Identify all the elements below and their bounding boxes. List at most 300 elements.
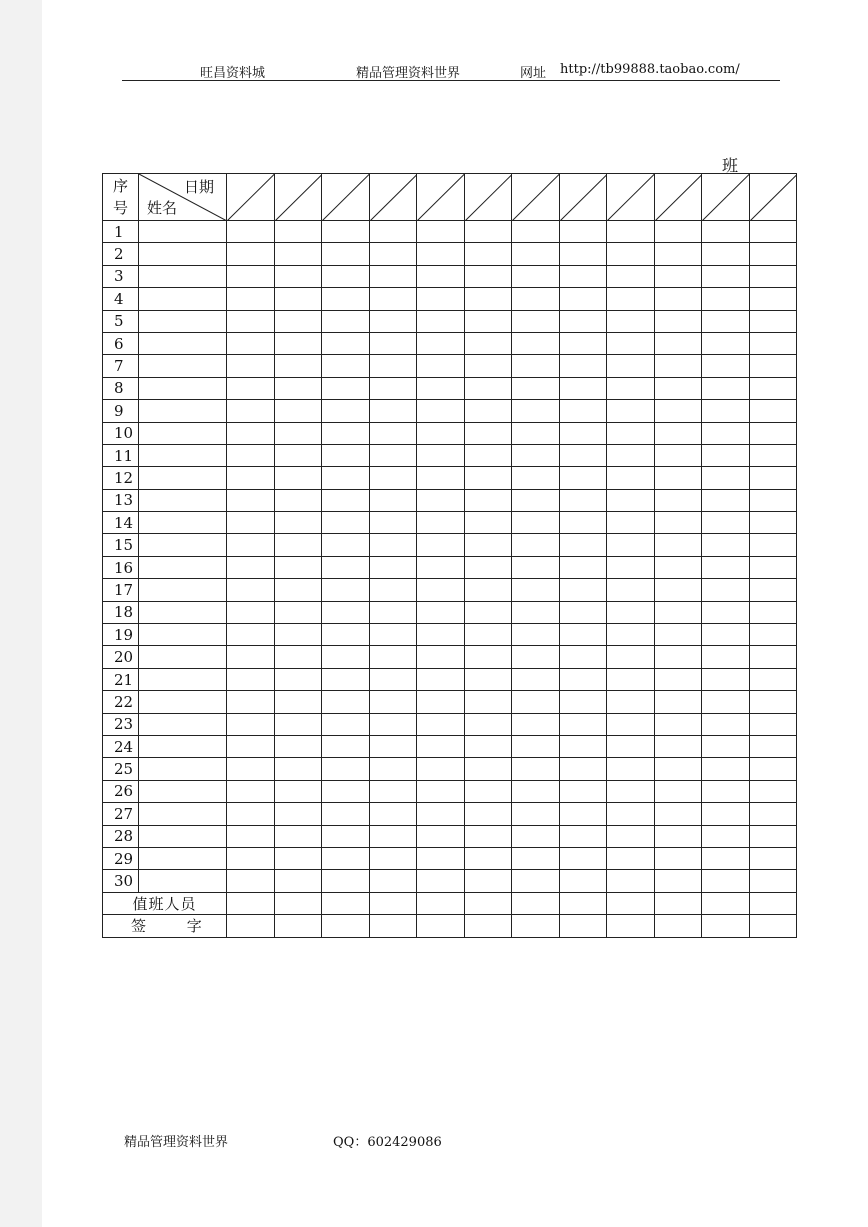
duty-cell[interactable] — [227, 221, 275, 243]
duty-cell[interactable] — [702, 691, 750, 713]
duty-cell[interactable] — [464, 870, 512, 892]
duty-cell[interactable] — [607, 758, 655, 780]
duty-cell[interactable] — [369, 400, 417, 422]
duty-cell[interactable] — [417, 444, 465, 466]
duty-cell[interactable] — [512, 713, 560, 735]
duty-cell[interactable] — [227, 624, 275, 646]
duty-cell[interactable] — [607, 668, 655, 690]
duty-cell[interactable] — [749, 556, 797, 578]
duty-personnel-cell[interactable] — [464, 892, 512, 914]
duty-cell[interactable] — [607, 803, 655, 825]
duty-cell[interactable] — [512, 288, 560, 310]
duty-cell[interactable] — [369, 847, 417, 869]
duty-cell[interactable] — [464, 825, 512, 847]
duty-cell[interactable] — [702, 512, 750, 534]
duty-cell[interactable] — [702, 467, 750, 489]
duty-cell[interactable] — [322, 467, 370, 489]
duty-cell[interactable] — [322, 332, 370, 354]
duty-cell[interactable] — [417, 377, 465, 399]
duty-cell[interactable] — [559, 713, 607, 735]
header-url[interactable]: http://tb99888.taobao.com/ — [560, 62, 740, 77]
duty-cell[interactable] — [322, 668, 370, 690]
duty-cell[interactable] — [322, 512, 370, 534]
duty-cell[interactable] — [654, 444, 702, 466]
duty-cell[interactable] — [749, 400, 797, 422]
duty-cell[interactable] — [369, 243, 417, 265]
duty-cell[interactable] — [654, 288, 702, 310]
duty-cell[interactable] — [607, 624, 655, 646]
duty-cell[interactable] — [654, 556, 702, 578]
duty-cell[interactable] — [464, 265, 512, 287]
duty-cell[interactable] — [274, 221, 322, 243]
name-cell[interactable] — [139, 735, 227, 757]
duty-cell[interactable] — [274, 668, 322, 690]
duty-cell[interactable] — [274, 803, 322, 825]
duty-cell[interactable] — [702, 444, 750, 466]
duty-cell[interactable] — [702, 400, 750, 422]
duty-cell[interactable] — [749, 780, 797, 802]
duty-cell[interactable] — [512, 265, 560, 287]
duty-cell[interactable] — [654, 601, 702, 623]
name-cell[interactable] — [139, 847, 227, 869]
duty-cell[interactable] — [322, 691, 370, 713]
duty-personnel-cell[interactable] — [417, 892, 465, 914]
name-cell[interactable] — [139, 221, 227, 243]
duty-cell[interactable] — [274, 400, 322, 422]
duty-cell[interactable] — [749, 601, 797, 623]
duty-cell[interactable] — [322, 847, 370, 869]
duty-personnel-cell[interactable] — [702, 892, 750, 914]
duty-cell[interactable] — [322, 489, 370, 511]
duty-cell[interactable] — [274, 579, 322, 601]
duty-cell[interactable] — [274, 512, 322, 534]
duty-cell[interactable] — [654, 758, 702, 780]
duty-cell[interactable] — [559, 467, 607, 489]
name-cell[interactable] — [139, 668, 227, 690]
duty-cell[interactable] — [417, 758, 465, 780]
duty-cell[interactable] — [417, 624, 465, 646]
duty-cell[interactable] — [702, 422, 750, 444]
duty-cell[interactable] — [607, 288, 655, 310]
signature-cell[interactable] — [654, 915, 702, 937]
duty-cell[interactable] — [322, 377, 370, 399]
duty-cell[interactable] — [464, 221, 512, 243]
duty-cell[interactable] — [369, 758, 417, 780]
duty-cell[interactable] — [322, 400, 370, 422]
duty-cell[interactable] — [749, 422, 797, 444]
duty-cell[interactable] — [322, 601, 370, 623]
duty-cell[interactable] — [464, 377, 512, 399]
duty-cell[interactable] — [464, 355, 512, 377]
header-date-cell[interactable] — [322, 174, 370, 221]
duty-personnel-cell[interactable] — [227, 892, 275, 914]
duty-cell[interactable] — [322, 288, 370, 310]
duty-cell[interactable] — [227, 803, 275, 825]
duty-cell[interactable] — [227, 601, 275, 623]
duty-cell[interactable] — [274, 601, 322, 623]
duty-cell[interactable] — [559, 825, 607, 847]
duty-cell[interactable] — [512, 601, 560, 623]
duty-cell[interactable] — [512, 668, 560, 690]
duty-cell[interactable] — [559, 758, 607, 780]
signature-cell[interactable] — [274, 915, 322, 937]
duty-cell[interactable] — [417, 534, 465, 556]
duty-cell[interactable] — [369, 803, 417, 825]
name-cell[interactable] — [139, 489, 227, 511]
duty-cell[interactable] — [227, 355, 275, 377]
duty-cell[interactable] — [559, 735, 607, 757]
duty-cell[interactable] — [464, 624, 512, 646]
duty-cell[interactable] — [512, 444, 560, 466]
duty-cell[interactable] — [559, 243, 607, 265]
duty-cell[interactable] — [607, 422, 655, 444]
duty-personnel-cell[interactable] — [322, 892, 370, 914]
duty-cell[interactable] — [702, 243, 750, 265]
duty-cell[interactable] — [512, 803, 560, 825]
duty-cell[interactable] — [559, 579, 607, 601]
duty-cell[interactable] — [607, 825, 655, 847]
duty-cell[interactable] — [559, 288, 607, 310]
name-cell[interactable] — [139, 377, 227, 399]
duty-cell[interactable] — [274, 691, 322, 713]
signature-cell[interactable] — [322, 915, 370, 937]
duty-cell[interactable] — [607, 332, 655, 354]
duty-cell[interactable] — [369, 646, 417, 668]
duty-personnel-cell[interactable] — [654, 892, 702, 914]
duty-cell[interactable] — [559, 422, 607, 444]
duty-cell[interactable] — [227, 713, 275, 735]
duty-cell[interactable] — [464, 803, 512, 825]
duty-cell[interactable] — [417, 467, 465, 489]
duty-cell[interactable] — [702, 489, 750, 511]
duty-cell[interactable] — [322, 579, 370, 601]
name-cell[interactable] — [139, 691, 227, 713]
duty-cell[interactable] — [369, 265, 417, 287]
duty-cell[interactable] — [464, 489, 512, 511]
duty-cell[interactable] — [227, 780, 275, 802]
duty-cell[interactable] — [464, 646, 512, 668]
duty-cell[interactable] — [512, 847, 560, 869]
duty-cell[interactable] — [512, 758, 560, 780]
duty-cell[interactable] — [464, 579, 512, 601]
duty-cell[interactable] — [227, 243, 275, 265]
duty-cell[interactable] — [702, 355, 750, 377]
header-date-cell[interactable] — [749, 174, 797, 221]
duty-cell[interactable] — [274, 355, 322, 377]
duty-cell[interactable] — [559, 332, 607, 354]
duty-cell[interactable] — [702, 758, 750, 780]
duty-cell[interactable] — [274, 735, 322, 757]
duty-cell[interactable] — [322, 355, 370, 377]
duty-cell[interactable] — [512, 735, 560, 757]
duty-cell[interactable] — [702, 601, 750, 623]
name-cell[interactable] — [139, 512, 227, 534]
duty-cell[interactable] — [749, 624, 797, 646]
duty-cell[interactable] — [274, 489, 322, 511]
duty-cell[interactable] — [227, 512, 275, 534]
duty-cell[interactable] — [559, 646, 607, 668]
duty-cell[interactable] — [749, 758, 797, 780]
duty-cell[interactable] — [607, 512, 655, 534]
duty-cell[interactable] — [749, 489, 797, 511]
duty-cell[interactable] — [227, 332, 275, 354]
duty-cell[interactable] — [654, 467, 702, 489]
duty-cell[interactable] — [559, 221, 607, 243]
duty-cell[interactable] — [227, 825, 275, 847]
duty-cell[interactable] — [607, 534, 655, 556]
duty-cell[interactable] — [322, 735, 370, 757]
duty-cell[interactable] — [559, 780, 607, 802]
duty-cell[interactable] — [559, 512, 607, 534]
duty-cell[interactable] — [607, 310, 655, 332]
duty-cell[interactable] — [322, 780, 370, 802]
duty-cell[interactable] — [227, 758, 275, 780]
duty-cell[interactable] — [227, 691, 275, 713]
duty-cell[interactable] — [702, 310, 750, 332]
duty-cell[interactable] — [512, 825, 560, 847]
signature-cell[interactable] — [559, 915, 607, 937]
duty-cell[interactable] — [227, 646, 275, 668]
duty-cell[interactable] — [512, 780, 560, 802]
duty-cell[interactable] — [369, 556, 417, 578]
duty-cell[interactable] — [749, 444, 797, 466]
duty-cell[interactable] — [749, 265, 797, 287]
duty-cell[interactable] — [749, 870, 797, 892]
duty-cell[interactable] — [417, 556, 465, 578]
duty-cell[interactable] — [464, 288, 512, 310]
duty-cell[interactable] — [607, 691, 655, 713]
header-date-cell[interactable] — [274, 174, 322, 221]
duty-cell[interactable] — [559, 489, 607, 511]
duty-cell[interactable] — [417, 870, 465, 892]
duty-cell[interactable] — [369, 780, 417, 802]
duty-cell[interactable] — [227, 265, 275, 287]
duty-cell[interactable] — [607, 243, 655, 265]
duty-cell[interactable] — [654, 489, 702, 511]
duty-cell[interactable] — [607, 221, 655, 243]
header-date-cell[interactable] — [607, 174, 655, 221]
duty-cell[interactable] — [654, 534, 702, 556]
duty-cell[interactable] — [464, 400, 512, 422]
duty-cell[interactable] — [322, 646, 370, 668]
header-date-cell[interactable] — [417, 174, 465, 221]
signature-cell[interactable] — [749, 915, 797, 937]
duty-cell[interactable] — [464, 534, 512, 556]
duty-cell[interactable] — [654, 691, 702, 713]
duty-cell[interactable] — [274, 780, 322, 802]
duty-cell[interactable] — [417, 288, 465, 310]
name-cell[interactable] — [139, 265, 227, 287]
duty-cell[interactable] — [369, 444, 417, 466]
duty-cell[interactable] — [654, 310, 702, 332]
name-cell[interactable] — [139, 288, 227, 310]
duty-cell[interactable] — [559, 847, 607, 869]
duty-cell[interactable] — [512, 243, 560, 265]
duty-cell[interactable] — [274, 243, 322, 265]
duty-cell[interactable] — [702, 534, 750, 556]
duty-cell[interactable] — [322, 243, 370, 265]
duty-cell[interactable] — [559, 355, 607, 377]
duty-cell[interactable] — [369, 355, 417, 377]
duty-cell[interactable] — [274, 310, 322, 332]
duty-cell[interactable] — [322, 310, 370, 332]
duty-cell[interactable] — [369, 870, 417, 892]
duty-cell[interactable] — [749, 355, 797, 377]
duty-cell[interactable] — [702, 624, 750, 646]
duty-cell[interactable] — [369, 512, 417, 534]
duty-cell[interactable] — [512, 489, 560, 511]
name-cell[interactable] — [139, 332, 227, 354]
duty-cell[interactable] — [369, 332, 417, 354]
duty-cell[interactable] — [464, 758, 512, 780]
duty-cell[interactable] — [322, 825, 370, 847]
duty-cell[interactable] — [702, 713, 750, 735]
duty-cell[interactable] — [607, 870, 655, 892]
duty-cell[interactable] — [417, 400, 465, 422]
duty-cell[interactable] — [322, 556, 370, 578]
duty-cell[interactable] — [559, 691, 607, 713]
duty-cell[interactable] — [274, 624, 322, 646]
duty-cell[interactable] — [227, 579, 275, 601]
duty-cell[interactable] — [417, 825, 465, 847]
duty-cell[interactable] — [654, 870, 702, 892]
duty-cell[interactable] — [322, 534, 370, 556]
duty-cell[interactable] — [749, 288, 797, 310]
duty-cell[interactable] — [654, 825, 702, 847]
duty-cell[interactable] — [559, 444, 607, 466]
duty-cell[interactable] — [702, 221, 750, 243]
duty-cell[interactable] — [749, 579, 797, 601]
duty-cell[interactable] — [227, 534, 275, 556]
duty-cell[interactable] — [607, 601, 655, 623]
duty-cell[interactable] — [702, 847, 750, 869]
name-cell[interactable] — [139, 825, 227, 847]
duty-personnel-cell[interactable] — [607, 892, 655, 914]
header-date-cell[interactable] — [369, 174, 417, 221]
duty-cell[interactable] — [654, 422, 702, 444]
duty-cell[interactable] — [749, 221, 797, 243]
duty-cell[interactable] — [512, 870, 560, 892]
duty-cell[interactable] — [607, 265, 655, 287]
duty-cell[interactable] — [274, 646, 322, 668]
name-cell[interactable] — [139, 400, 227, 422]
duty-cell[interactable] — [512, 467, 560, 489]
duty-cell[interactable] — [464, 713, 512, 735]
duty-cell[interactable] — [702, 735, 750, 757]
duty-cell[interactable] — [654, 735, 702, 757]
duty-cell[interactable] — [417, 310, 465, 332]
duty-cell[interactable] — [227, 668, 275, 690]
duty-cell[interactable] — [749, 803, 797, 825]
name-cell[interactable] — [139, 243, 227, 265]
duty-cell[interactable] — [607, 377, 655, 399]
duty-cell[interactable] — [369, 825, 417, 847]
duty-personnel-cell[interactable] — [274, 892, 322, 914]
duty-cell[interactable] — [749, 332, 797, 354]
duty-cell[interactable] — [227, 444, 275, 466]
duty-cell[interactable] — [512, 377, 560, 399]
duty-cell[interactable] — [559, 265, 607, 287]
duty-cell[interactable] — [512, 691, 560, 713]
duty-cell[interactable] — [607, 556, 655, 578]
duty-cell[interactable] — [227, 288, 275, 310]
duty-cell[interactable] — [749, 847, 797, 869]
duty-cell[interactable] — [702, 332, 750, 354]
duty-cell[interactable] — [369, 579, 417, 601]
duty-cell[interactable] — [369, 713, 417, 735]
duty-cell[interactable] — [369, 422, 417, 444]
duty-cell[interactable] — [369, 467, 417, 489]
duty-cell[interactable] — [512, 646, 560, 668]
duty-cell[interactable] — [512, 579, 560, 601]
duty-cell[interactable] — [702, 377, 750, 399]
duty-cell[interactable] — [464, 332, 512, 354]
duty-cell[interactable] — [702, 825, 750, 847]
duty-cell[interactable] — [369, 534, 417, 556]
duty-cell[interactable] — [227, 422, 275, 444]
duty-cell[interactable] — [654, 847, 702, 869]
duty-cell[interactable] — [369, 288, 417, 310]
duty-cell[interactable] — [607, 489, 655, 511]
duty-cell[interactable] — [417, 265, 465, 287]
duty-cell[interactable] — [654, 243, 702, 265]
duty-cell[interactable] — [559, 310, 607, 332]
duty-cell[interactable] — [749, 691, 797, 713]
header-date-cell[interactable] — [464, 174, 512, 221]
duty-cell[interactable] — [417, 646, 465, 668]
duty-cell[interactable] — [559, 668, 607, 690]
duty-cell[interactable] — [274, 422, 322, 444]
duty-cell[interactable] — [749, 534, 797, 556]
duty-cell[interactable] — [322, 444, 370, 466]
duty-cell[interactable] — [607, 713, 655, 735]
duty-cell[interactable] — [417, 579, 465, 601]
duty-cell[interactable] — [559, 377, 607, 399]
duty-cell[interactable] — [654, 803, 702, 825]
duty-cell[interactable] — [227, 870, 275, 892]
name-cell[interactable] — [139, 310, 227, 332]
duty-cell[interactable] — [227, 467, 275, 489]
duty-cell[interactable] — [227, 556, 275, 578]
duty-cell[interactable] — [369, 310, 417, 332]
name-cell[interactable] — [139, 713, 227, 735]
duty-cell[interactable] — [749, 377, 797, 399]
duty-cell[interactable] — [274, 288, 322, 310]
duty-cell[interactable] — [702, 265, 750, 287]
duty-cell[interactable] — [749, 668, 797, 690]
duty-cell[interactable] — [512, 624, 560, 646]
duty-cell[interactable] — [702, 646, 750, 668]
duty-cell[interactable] — [417, 668, 465, 690]
duty-cell[interactable] — [607, 400, 655, 422]
duty-personnel-cell[interactable] — [749, 892, 797, 914]
duty-cell[interactable] — [369, 601, 417, 623]
duty-cell[interactable] — [417, 601, 465, 623]
duty-cell[interactable] — [702, 780, 750, 802]
duty-cell[interactable] — [322, 803, 370, 825]
duty-cell[interactable] — [417, 803, 465, 825]
duty-cell[interactable] — [322, 422, 370, 444]
name-cell[interactable] — [139, 422, 227, 444]
duty-cell[interactable] — [274, 870, 322, 892]
duty-cell[interactable] — [369, 735, 417, 757]
name-cell[interactable] — [139, 646, 227, 668]
signature-cell[interactable] — [512, 915, 560, 937]
duty-cell[interactable] — [749, 243, 797, 265]
duty-cell[interactable] — [417, 332, 465, 354]
duty-cell[interactable] — [702, 870, 750, 892]
duty-cell[interactable] — [749, 825, 797, 847]
